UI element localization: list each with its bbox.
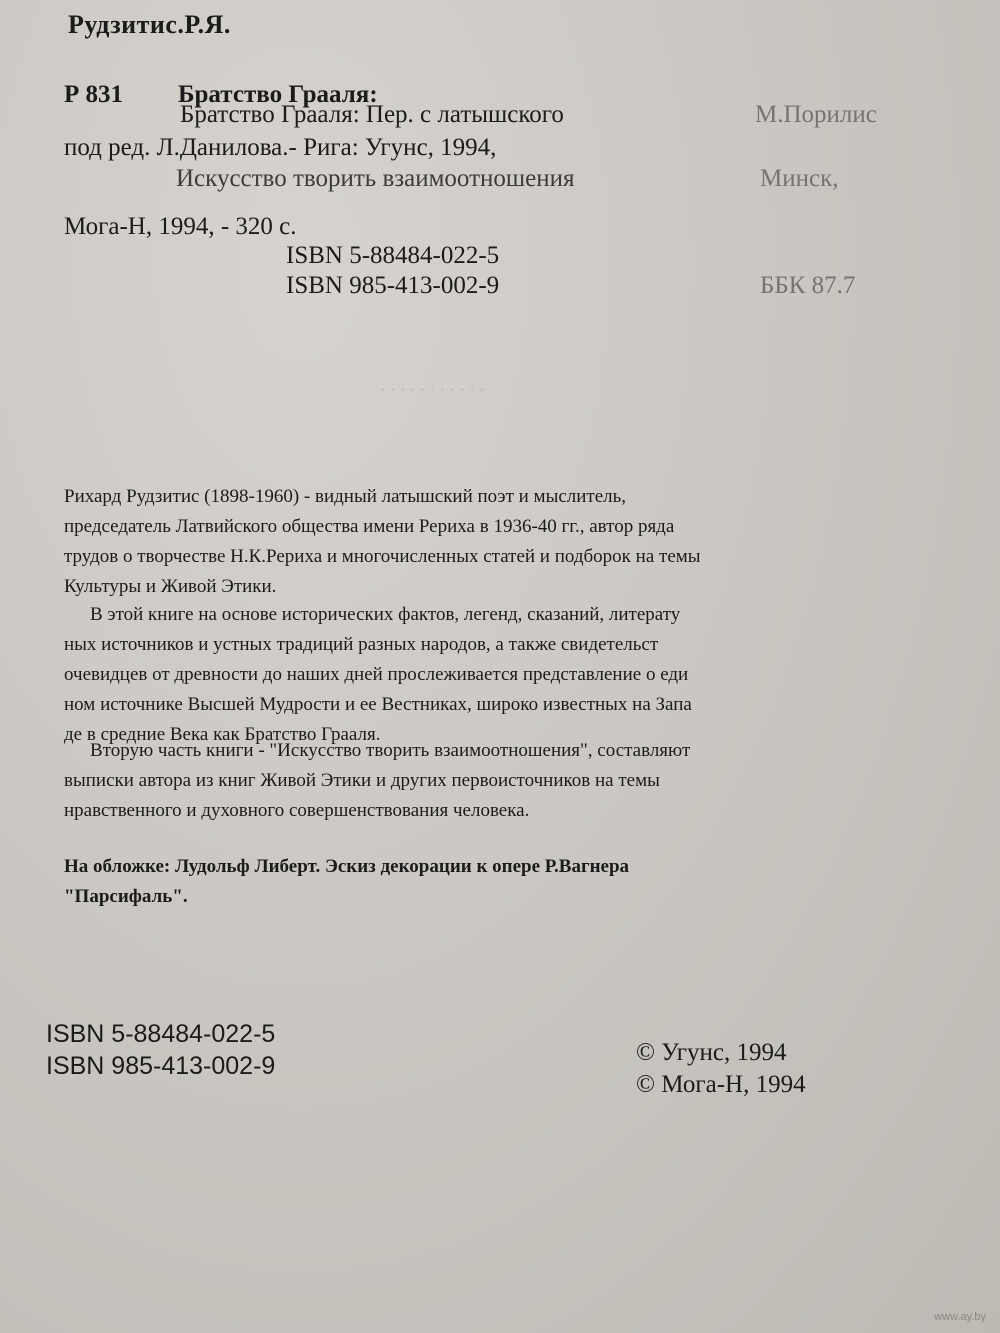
annotation-paragraph-1: [64, 482, 954, 602]
catalog-line-4: Искусство творить взаимоотношения: [176, 165, 575, 192]
annotation-line: очевидцев от древности до наших дней прослеживается представление о еди: [64, 664, 689, 685]
annotation-line: выписки автора из книг Живой Этики и других первоисточников на темы: [64, 770, 660, 791]
annotation-line: В этой книге на основе исторических фактов, легенд, сказаний, литерату: [90, 604, 681, 625]
footer-isbn-1: ISBN 5-88484-022-5: [46, 1020, 276, 1048]
annotation-line: Рихард Рудзитис (1898-1960) - видный латышский поэт и мыслитель,: [64, 486, 627, 507]
catalog-line-4-right: Минск,: [760, 165, 839, 192]
author-heading: Рудзитис.Р.Я.: [68, 10, 231, 39]
annotation-line: ных источников и устных традиций разных народов, а также свидетельст: [64, 634, 659, 655]
catalog-isbn-1: ISBN 5-88484-022-5: [286, 242, 500, 269]
annotation-paragraph-3: [64, 736, 954, 826]
catalog-bbk: ББК 87.7: [760, 272, 856, 299]
catalog-line-2: Братство Грааля: Пер. с латышского: [180, 101, 564, 128]
annotation-line: нравственного и духовного совершенствования человека.: [64, 800, 530, 821]
cover-note: [64, 852, 954, 912]
annotation-line: де в средние Века как Братство Грааля.: [64, 724, 381, 745]
annotation-line: Культуры и Живой Этики.: [64, 576, 277, 597]
annotation-line: Вторую часть книги - "Искусство творить взаимоотношения", составляют: [90, 740, 691, 761]
catalog-isbn-2: ISBN 985-413-002-9: [286, 272, 500, 299]
site-watermark: www.ay.by: [934, 1311, 986, 1323]
cover-note-line: "Парсифаль".: [64, 886, 188, 907]
footer-isbn-2: ISBN 985-413-002-9: [46, 1052, 276, 1080]
catalog-line-5: Мога-Н, 1994, - 320 с.: [64, 213, 297, 240]
catalog-code: Р 831: [64, 81, 124, 108]
bleed-through-text: · · · · · · · · · · ·: [380, 380, 485, 399]
annotation-line: ном источнике Высшей Мудрости и ее Вестниках, широко известных на Запа: [64, 694, 692, 715]
cover-note-line: На обложке: Лудольф Либерт. Эскиз декорации к опере Р.Вагнера: [64, 856, 630, 877]
annotation-line: трудов о творчестве Н.К.Рериха и многочисленных статей и подборок на темы: [64, 546, 701, 567]
annotation-line: председатель Латвийского общества имени Рериха в 1936-40 гг., автор ряда: [64, 516, 675, 537]
annotation-paragraph-2: [64, 600, 954, 750]
catalog-title: Братство Грааля:: [178, 81, 378, 108]
copyright-line-1: © Угунс, 1994: [636, 1039, 787, 1066]
catalog-line-3: под ред. Л.Данилова.- Рига: Угунс, 1994,: [64, 134, 497, 161]
catalog-line-2-right: М.Порилис: [755, 101, 877, 128]
copyright-line-2: © Мога-Н, 1994: [636, 1071, 806, 1098]
